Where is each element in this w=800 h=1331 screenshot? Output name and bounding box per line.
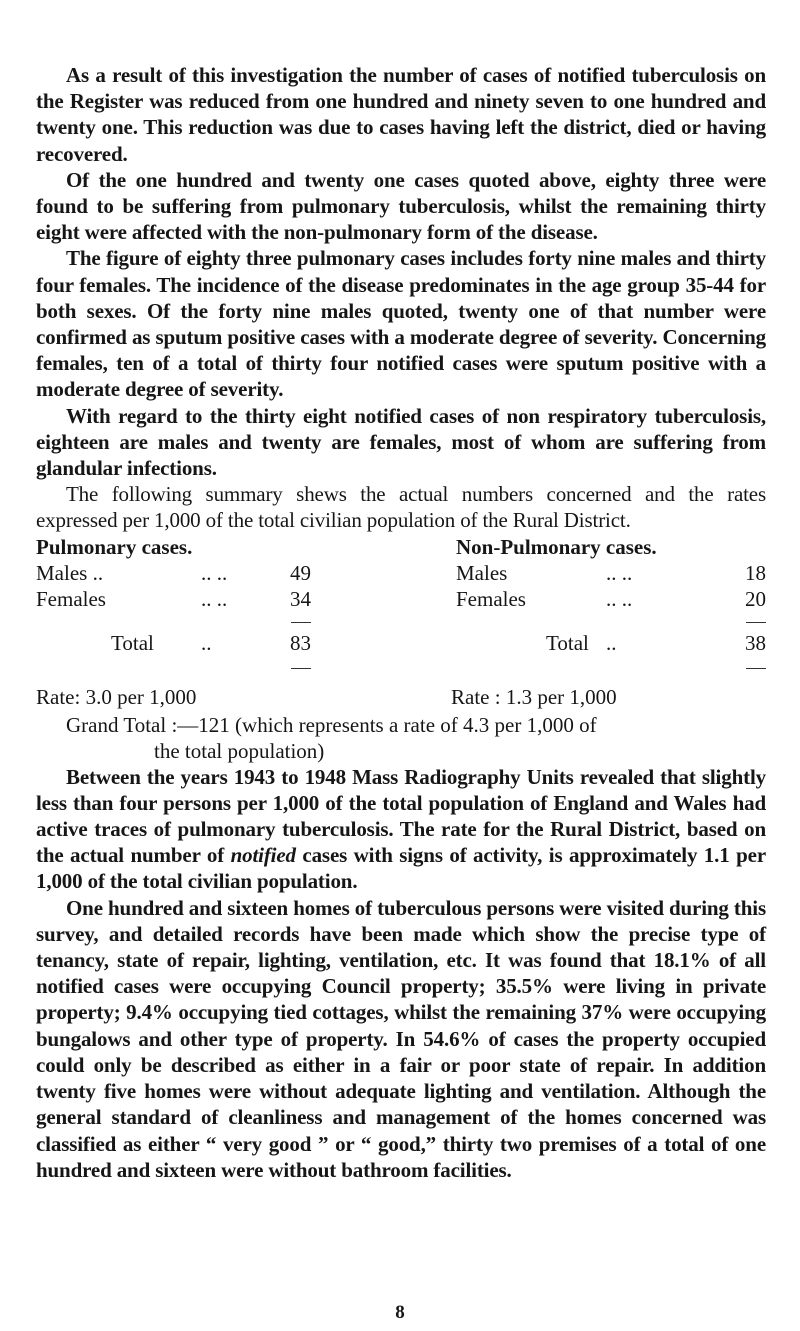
non-pulmonary-males-dots: .. .. bbox=[606, 560, 633, 585]
summary-table bbox=[36, 534, 766, 712]
pulmonary-total-row bbox=[36, 630, 321, 656]
grand-total-line-2: the total population) bbox=[154, 738, 325, 763]
mass-radiography-text: Between the years 1943 to 1948 Mass Radiography Units revealed that slightly less than four persons per 1,000 of the total population of England and Wales had active traces of pulmonary tuberculosis. The rate for the Rural District, based on the actual number of bbox=[36, 764, 766, 868]
paragraph-case-breakdown: Of the one hundred and twenty one cases quoted above, eighty three were found to be suffering from pulmonary tuberculosis, whilst the remaining thirty eight were affected with the non-pulmonary form of the disease. bbox=[36, 167, 766, 245]
pulmonary-females-label: Females bbox=[36, 586, 106, 611]
pulmonary-males-dots: .. .. bbox=[201, 560, 228, 585]
non-pulmonary-total-dots: .. bbox=[606, 630, 617, 655]
grand-total bbox=[36, 712, 766, 764]
pulmonary-males-label: Males .. bbox=[36, 560, 104, 585]
pulmonary-females-row bbox=[36, 586, 321, 612]
mass-radiography-text-end: cases with signs of activity, is approximately 1.1 per 1,000 of the total civilian population. bbox=[36, 843, 766, 894]
non-pulmonary-total-value: 38 bbox=[745, 630, 766, 655]
document-page bbox=[36, 62, 766, 1183]
non-pulmonary-females-label: Females bbox=[456, 586, 526, 611]
paragraph-investigation-result: As a result of this investigation the number of cases of notified tuberculosis on the Register was reduced from one hundred and ninety seven to one hundred and twenty one. This reduction was due to cases having left the district, died or having recovered. bbox=[36, 63, 766, 166]
paragraph-non-respiratory-cases: With regard to the thirty eight notified cases of non respiratory tuberculosis, eighteen are males and twenty are females, most of whom are suffering from glandular infections. bbox=[36, 403, 766, 481]
pulmonary-subtotal-rule bbox=[291, 622, 311, 623]
pulmonary-females-dots: .. .. bbox=[201, 586, 228, 611]
pulmonary-total-rule bbox=[291, 668, 311, 669]
paragraph-mass-radiography bbox=[36, 764, 766, 895]
non-pulmonary-column bbox=[451, 534, 766, 709]
non-pulmonary-females-value: 20 bbox=[745, 586, 766, 611]
non-pulmonary-rate: Rate : 1.3 per 1,000 bbox=[451, 684, 617, 709]
non-pulmonary-females-dots: .. .. bbox=[606, 586, 633, 611]
non-pulmonary-heading: Non-Pulmonary cases. bbox=[456, 534, 657, 559]
pulmonary-females-value: 34 bbox=[290, 586, 311, 611]
grand-total-line-1: Grand Total :—121 (which represents a rate of 4.3 per 1,000 of bbox=[66, 712, 597, 737]
pulmonary-total-label: Total bbox=[111, 630, 154, 655]
paragraph-pulmonary-cases: The figure of eighty three pulmonary cases includes forty nine males and thirty four females. The incidence of the disease predominates in the age group 35-44 for both sexes. Of the forty nine males quoted, twenty one of that number were confirmed as sputum positive cases with a moderate degree of severity. Concerning females, ten of a total of thirty four notified cases were sputum positive with a moderate degree of severity. bbox=[36, 246, 766, 402]
pulmonary-rate: Rate: 3.0 per 1,000 bbox=[36, 684, 197, 709]
pulmonary-total-dots: .. bbox=[201, 630, 212, 655]
pulmonary-heading: Pulmonary cases. bbox=[36, 534, 193, 559]
pulmonary-total-value: 83 bbox=[290, 630, 311, 655]
pulmonary-males-row bbox=[36, 560, 321, 586]
non-pulmonary-total-label: Total bbox=[546, 630, 589, 655]
pulmonary-males-value: 49 bbox=[290, 560, 311, 585]
non-pulmonary-males-label: Males bbox=[456, 560, 508, 585]
non-pulmonary-total-row bbox=[456, 630, 766, 656]
non-pulmonary-subtotal-rule bbox=[746, 622, 766, 623]
page-number: 8 bbox=[395, 1302, 405, 1323]
non-pulmonary-females-row bbox=[456, 586, 766, 612]
non-pulmonary-total-rule bbox=[746, 668, 766, 669]
notified-emphasis: notified bbox=[230, 843, 296, 868]
paragraph-homes-survey: One hundred and sixteen homes of tuberculous persons were visited during this survey, and detailed records have been made which show the precise type of tenancy, state of repair, lighting, ventilation, etc. It was found that 18.1% of all notified cases were occupying Council property; 35.5% were living in private property; 9.4% occupying tied cottages, whilst the remaining 37% were occupying bungalows and other type of property. In 54.6% of cases the property occupied could only be described as either in a fair or poor state of repair. In addition twenty five homes were without adequate lighting and ventilation. Although the general standard of cleanliness and management of the homes concerned was classified as either “ very good ” or “ good,” thirty two premises of a total of one hundred and sixteen were without bathroom facilities. bbox=[36, 895, 766, 1182]
paragraph-summary-intro: The following summary shews the actual numbers concerned and the rates expressed per 1,000 of the total civilian population of the Rural District. bbox=[36, 482, 766, 533]
pulmonary-column bbox=[36, 534, 321, 709]
non-pulmonary-males-value: 18 bbox=[745, 560, 766, 585]
non-pulmonary-males-row bbox=[456, 560, 766, 586]
